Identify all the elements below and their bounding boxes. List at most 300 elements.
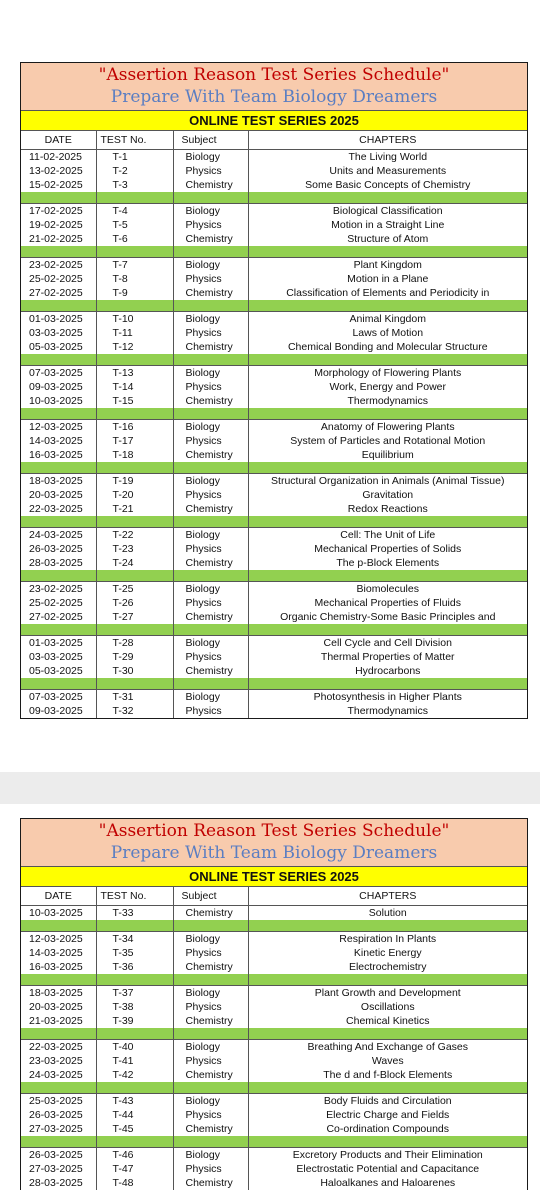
- chapter-cell: Biomolecules: [248, 582, 527, 597]
- test-no-cell: T-40: [96, 1040, 173, 1055]
- subject-cell: Biology: [173, 420, 248, 435]
- chapter-cell: Cell: The Unit of Life: [248, 528, 527, 543]
- date-cell: 12-03-2025: [29, 420, 83, 433]
- date-cell: 19-02-2025: [29, 218, 83, 231]
- test-no-cell: T-8: [96, 272, 173, 286]
- separator-cell: [21, 192, 96, 204]
- test-no-cell: T-22: [96, 528, 173, 543]
- schedule-sheet-1: [20, 62, 528, 719]
- subject-cell: Chemistry: [173, 448, 248, 462]
- separator-cell: [173, 408, 248, 420]
- test-no-cell: T-41: [96, 1054, 173, 1068]
- subject-cell: Biology: [173, 150, 248, 165]
- subject-cell: Biology: [173, 1040, 248, 1055]
- table-row: [21, 582, 527, 597]
- table-row: [21, 528, 527, 543]
- date-cell: 26-03-2025: [29, 1108, 83, 1121]
- chapter-cell: Some Basic Concepts of Chemistry: [248, 178, 527, 192]
- subject-cell: Biology: [173, 1094, 248, 1109]
- test-no-cell: T-3: [96, 178, 173, 192]
- separator-cell: [248, 1028, 527, 1040]
- group-separator: [21, 678, 527, 690]
- separator-cell: [248, 246, 527, 258]
- subject-cell: Biology: [173, 366, 248, 381]
- date-cell: 11-02-2025: [29, 150, 82, 163]
- schedule-table: [21, 887, 527, 1190]
- test-no-cell: T-5: [96, 218, 173, 232]
- test-no-cell: T-26: [96, 596, 173, 610]
- date-cell: 25-02-2025: [29, 272, 83, 285]
- chapter-cell: Solution: [248, 906, 527, 921]
- subject-cell: Biology: [173, 1148, 248, 1163]
- series-banner: ONLINE TEST SERIES 2025: [21, 111, 527, 131]
- test-no-cell: T-36: [96, 960, 173, 974]
- separator-cell: [173, 354, 248, 366]
- chapter-cell: Electric Charge and Fields: [248, 1108, 527, 1122]
- subject-cell: Chemistry: [173, 178, 248, 192]
- date-cell: 27-03-2025: [29, 1122, 83, 1135]
- table-row: [21, 1000, 527, 1014]
- chapter-cell: Chemical Kinetics: [248, 1014, 527, 1028]
- chapter-cell: Respiration In Plants: [248, 932, 527, 947]
- chapter-cell: Mechanical Properties of Fluids: [248, 596, 527, 610]
- subject-cell: Chemistry: [173, 502, 248, 516]
- subject-cell: Physics: [173, 1162, 248, 1176]
- subject-cell: Chemistry: [173, 286, 248, 300]
- date-cell: 18-03-2025: [29, 474, 83, 487]
- table-row: [21, 1108, 527, 1122]
- date-cell: 27-03-2025: [29, 1162, 83, 1175]
- chapter-cell: Anatomy of Flowering Plants: [248, 420, 527, 435]
- chapter-cell: Units and Measurements: [248, 164, 527, 178]
- table-row: [21, 960, 527, 974]
- test-no-cell: T-13: [96, 366, 173, 381]
- table-row: [21, 1148, 527, 1163]
- date-cell: 12-03-2025: [29, 932, 83, 945]
- test-no-cell: T-6: [96, 232, 173, 246]
- separator-cell: [173, 1136, 248, 1148]
- subject-cell: Biology: [173, 204, 248, 219]
- separator-cell: [96, 408, 173, 420]
- table-row: [21, 366, 527, 381]
- table-row: [21, 312, 527, 327]
- test-no-cell: T-12: [96, 340, 173, 354]
- chapter-cell: Electrochemistry: [248, 960, 527, 974]
- table-header-row: [21, 131, 527, 150]
- separator-cell: [96, 462, 173, 474]
- table-row: [21, 448, 527, 462]
- group-separator: [21, 570, 527, 582]
- header-test-no: TEST No.: [96, 887, 173, 906]
- test-no-cell: T-2: [96, 164, 173, 178]
- subject-cell: Chemistry: [173, 1014, 248, 1028]
- test-no-cell: T-32: [96, 704, 173, 718]
- separator-cell: [96, 516, 173, 528]
- separator-cell: [248, 920, 527, 932]
- subject-cell: Chemistry: [173, 906, 248, 921]
- table-row: [21, 596, 527, 610]
- date-cell: 01-03-2025: [29, 312, 83, 325]
- chapter-cell: Biological Classification: [248, 204, 527, 219]
- header-subject: Subject: [173, 131, 248, 150]
- chapter-cell: Structure of Atom: [248, 232, 527, 246]
- schedule-subtitle: Prepare With Team Biology Dreamers: [110, 87, 438, 107]
- test-no-cell: T-16: [96, 420, 173, 435]
- table-row: [21, 340, 527, 354]
- subject-cell: Physics: [173, 946, 248, 960]
- chapter-cell: Redox Reactions: [248, 502, 527, 516]
- table-row: [21, 986, 527, 1001]
- table-row: [21, 932, 527, 947]
- separator-cell: [173, 246, 248, 258]
- separator-cell: [248, 354, 527, 366]
- chapter-cell: Chemical Bonding and Molecular Structure: [248, 340, 527, 354]
- date-cell: 14-03-2025: [29, 434, 83, 447]
- test-no-cell: T-46: [96, 1148, 173, 1163]
- subject-cell: Chemistry: [173, 1122, 248, 1136]
- separator-cell: [248, 678, 527, 690]
- test-no-cell: T-10: [96, 312, 173, 327]
- chapter-cell: Organic Chemistry-Some Basic Principles and: [248, 610, 527, 624]
- separator-cell: [248, 1082, 527, 1094]
- chapter-cell: Oscillations: [248, 1000, 527, 1014]
- separator-cell: [96, 1028, 173, 1040]
- table-row: [21, 1122, 527, 1136]
- schedule-subtitle: Prepare With Team Biology Dreamers: [110, 843, 438, 863]
- header-date: DATE: [21, 131, 96, 150]
- table-row: [21, 1162, 527, 1176]
- header-test-no: TEST No.: [96, 131, 173, 150]
- chapter-cell: Cell Cycle and Cell Division: [248, 636, 527, 651]
- separator-cell: [21, 300, 96, 312]
- table-row: [21, 258, 527, 273]
- group-separator: [21, 246, 527, 258]
- separator-cell: [173, 974, 248, 986]
- subject-cell: Physics: [173, 1000, 248, 1014]
- chapter-cell: The Living World: [248, 150, 527, 165]
- table-row: [21, 610, 527, 624]
- group-separator: [21, 300, 527, 312]
- test-no-cell: T-44: [96, 1108, 173, 1122]
- group-separator: [21, 1136, 527, 1148]
- table-row: [21, 1040, 527, 1055]
- date-cell: 25-02-2025: [29, 596, 83, 609]
- date-cell: 17-02-2025: [29, 204, 83, 217]
- subject-cell: Biology: [173, 986, 248, 1001]
- group-separator: [21, 974, 527, 986]
- group-separator: [21, 354, 527, 366]
- table-row: [21, 488, 527, 502]
- table-row: [21, 420, 527, 435]
- table-row: [21, 380, 527, 394]
- chapter-cell: Animal Kingdom: [248, 312, 527, 327]
- chapter-cell: Structural Organization in Animals (Animal Tissue): [248, 474, 527, 489]
- chapter-cell: Work, Energy and Power: [248, 380, 527, 394]
- date-cell: 10-03-2025: [29, 906, 83, 919]
- table-row: [21, 178, 527, 192]
- group-separator: [21, 192, 527, 204]
- table-row: [21, 1094, 527, 1109]
- subject-cell: Biology: [173, 474, 248, 489]
- separator-cell: [21, 516, 96, 528]
- top-margin: [0, 0, 540, 32]
- separator-cell: [173, 1028, 248, 1040]
- date-cell: 09-03-2025: [29, 704, 83, 717]
- separator-cell: [173, 570, 248, 582]
- schedule-sheet-2: [20, 818, 528, 1190]
- test-no-cell: T-37: [96, 986, 173, 1001]
- test-no-cell: T-43: [96, 1094, 173, 1109]
- test-no-cell: T-29: [96, 650, 173, 664]
- date-cell: 20-03-2025: [29, 1000, 83, 1013]
- test-no-cell: T-47: [96, 1162, 173, 1176]
- date-cell: 18-03-2025: [29, 986, 83, 999]
- table-row: [21, 218, 527, 232]
- header-chapters: CHAPTERS: [248, 131, 527, 150]
- date-cell: 24-03-2025: [29, 1068, 83, 1081]
- date-cell: 15-02-2025: [29, 178, 83, 191]
- table-row: [21, 946, 527, 960]
- separator-cell: [96, 246, 173, 258]
- separator-cell: [21, 1136, 96, 1148]
- separator-cell: [173, 624, 248, 636]
- group-separator: [21, 1028, 527, 1040]
- separator-cell: [21, 408, 96, 420]
- date-cell: 25-03-2025: [29, 1094, 83, 1107]
- table-row: [21, 150, 527, 165]
- group-separator: [21, 462, 527, 474]
- chapter-cell: Gravitation: [248, 488, 527, 502]
- separator-cell: [21, 974, 96, 986]
- subject-cell: Physics: [173, 542, 248, 556]
- separator-cell: [248, 570, 527, 582]
- table-row: [21, 394, 527, 408]
- subject-cell: Physics: [173, 704, 248, 718]
- separator-cell: [96, 192, 173, 204]
- test-no-cell: T-39: [96, 1014, 173, 1028]
- subject-cell: Physics: [173, 650, 248, 664]
- subject-cell: Biology: [173, 690, 248, 705]
- date-cell: 22-03-2025: [29, 1040, 83, 1053]
- subject-cell: Physics: [173, 488, 248, 502]
- date-cell: 21-03-2025: [29, 1014, 83, 1027]
- table-row: [21, 474, 527, 489]
- group-separator: [21, 516, 527, 528]
- subject-cell: Chemistry: [173, 1176, 248, 1190]
- subject-cell: Biology: [173, 932, 248, 947]
- table-row: [21, 664, 527, 678]
- chapter-cell: Morphology of Flowering Plants: [248, 366, 527, 381]
- date-cell: 23-02-2025: [29, 582, 83, 595]
- chapter-cell: Motion in a Plane: [248, 272, 527, 286]
- schedule-table: [21, 131, 527, 718]
- table-row: [21, 650, 527, 664]
- test-no-cell: T-38: [96, 1000, 173, 1014]
- test-no-cell: T-28: [96, 636, 173, 651]
- test-no-cell: T-15: [96, 394, 173, 408]
- chapter-cell: Body Fluids and Circulation: [248, 1094, 527, 1109]
- table-row: [21, 636, 527, 651]
- separator-cell: [96, 974, 173, 986]
- separator-cell: [173, 1082, 248, 1094]
- table-row: [21, 286, 527, 300]
- test-no-cell: T-23: [96, 542, 173, 556]
- test-no-cell: T-30: [96, 664, 173, 678]
- test-no-cell: T-27: [96, 610, 173, 624]
- group-separator: [21, 408, 527, 420]
- date-cell: 09-03-2025: [29, 380, 83, 393]
- test-no-cell: T-31: [96, 690, 173, 705]
- separator-cell: [248, 1136, 527, 1148]
- separator-cell: [96, 1082, 173, 1094]
- subject-cell: Physics: [173, 272, 248, 286]
- title-box: [21, 63, 527, 111]
- chapter-cell: Motion in a Straight Line: [248, 218, 527, 232]
- separator-cell: [21, 624, 96, 636]
- table-row: [21, 272, 527, 286]
- separator-cell: [21, 246, 96, 258]
- chapter-cell: Hydrocarbons: [248, 664, 527, 678]
- separator-cell: [248, 516, 527, 528]
- date-cell: 07-03-2025: [29, 366, 83, 379]
- date-cell: 23-02-2025: [29, 258, 83, 271]
- separator-cell: [21, 570, 96, 582]
- table-row: [21, 1054, 527, 1068]
- separator-cell: [173, 300, 248, 312]
- test-no-cell: T-35: [96, 946, 173, 960]
- chapter-cell: System of Particles and Rotational Motion: [248, 434, 527, 448]
- table-row: [21, 326, 527, 340]
- test-no-cell: T-42: [96, 1068, 173, 1082]
- chapter-cell: Waves: [248, 1054, 527, 1068]
- table-row: [21, 164, 527, 178]
- table-row: [21, 434, 527, 448]
- subject-cell: Biology: [173, 312, 248, 327]
- separator-cell: [248, 408, 527, 420]
- separator-cell: [96, 624, 173, 636]
- schedule-title: "Assertion Reason Test Series Schedule": [98, 821, 450, 841]
- separator-cell: [173, 920, 248, 932]
- test-no-cell: T-45: [96, 1122, 173, 1136]
- table-row: [21, 204, 527, 219]
- table-row: [21, 1014, 527, 1028]
- separator-cell: [173, 462, 248, 474]
- test-no-cell: T-14: [96, 380, 173, 394]
- table-header-row: [21, 887, 527, 906]
- subject-cell: Physics: [173, 596, 248, 610]
- separator-cell: [21, 462, 96, 474]
- subject-cell: Physics: [173, 1108, 248, 1122]
- date-cell: 22-03-2025: [29, 502, 83, 515]
- subject-cell: Chemistry: [173, 960, 248, 974]
- date-cell: 03-03-2025: [29, 650, 83, 663]
- date-cell: 16-03-2025: [29, 960, 83, 973]
- table-row: [21, 1068, 527, 1082]
- subject-cell: Chemistry: [173, 232, 248, 246]
- date-cell: 01-03-2025: [29, 636, 83, 649]
- test-no-cell: T-17: [96, 434, 173, 448]
- subject-cell: Chemistry: [173, 1068, 248, 1082]
- separator-cell: [21, 920, 96, 932]
- subject-cell: Chemistry: [173, 340, 248, 354]
- test-no-cell: T-25: [96, 582, 173, 597]
- chapter-cell: Kinetic Energy: [248, 946, 527, 960]
- subject-cell: Physics: [173, 218, 248, 232]
- date-cell: 27-02-2025: [29, 610, 83, 623]
- date-cell: 26-03-2025: [29, 542, 83, 555]
- subject-cell: Biology: [173, 528, 248, 543]
- test-no-cell: T-19: [96, 474, 173, 489]
- separator-cell: [21, 354, 96, 366]
- separator-cell: [96, 920, 173, 932]
- separator-cell: [248, 624, 527, 636]
- series-banner: ONLINE TEST SERIES 2025: [21, 867, 527, 887]
- separator-cell: [21, 678, 96, 690]
- group-separator: [21, 624, 527, 636]
- date-cell: 10-03-2025: [29, 394, 83, 407]
- test-no-cell: T-24: [96, 556, 173, 570]
- separator-cell: [248, 974, 527, 986]
- date-cell: 14-03-2025: [29, 946, 83, 959]
- separator-cell: [248, 192, 527, 204]
- date-cell: 13-02-2025: [29, 164, 83, 177]
- title-box: [21, 819, 527, 867]
- date-cell: 05-03-2025: [29, 664, 83, 677]
- date-cell: 20-03-2025: [29, 488, 83, 501]
- separator-cell: [21, 1082, 96, 1094]
- subject-cell: Physics: [173, 434, 248, 448]
- separator-cell: [248, 462, 527, 474]
- table-row: [21, 690, 527, 705]
- chapter-cell: Equilibrium: [248, 448, 527, 462]
- subject-cell: Physics: [173, 380, 248, 394]
- chapter-cell: Excretory Products and Their Elimination: [248, 1148, 527, 1163]
- chapter-cell: Thermodynamics: [248, 704, 527, 718]
- chapter-cell: Classification of Elements and Periodicity in: [248, 286, 527, 300]
- chapter-cell: The p-Block Elements: [248, 556, 527, 570]
- date-cell: 27-02-2025: [29, 286, 83, 299]
- header-date: DATE: [21, 887, 96, 906]
- date-cell: 21-02-2025: [29, 232, 83, 245]
- separator-cell: [96, 300, 173, 312]
- separator-cell: [96, 354, 173, 366]
- test-no-cell: T-34: [96, 932, 173, 947]
- test-no-cell: T-33: [96, 906, 173, 921]
- test-no-cell: T-7: [96, 258, 173, 273]
- test-no-cell: T-9: [96, 286, 173, 300]
- subject-cell: Physics: [173, 1054, 248, 1068]
- test-no-cell: T-4: [96, 204, 173, 219]
- date-cell: 26-03-2025: [29, 1148, 83, 1161]
- table-row: [21, 542, 527, 556]
- separator-cell: [96, 678, 173, 690]
- separator-cell: [173, 678, 248, 690]
- chapter-cell: Thermodynamics: [248, 394, 527, 408]
- subject-cell: Biology: [173, 582, 248, 597]
- subject-cell: Chemistry: [173, 394, 248, 408]
- chapter-cell: Mechanical Properties of Solids: [248, 542, 527, 556]
- table-row: [21, 502, 527, 516]
- separator-cell: [248, 300, 527, 312]
- separator-cell: [96, 1136, 173, 1148]
- group-separator: [21, 920, 527, 932]
- chapter-cell: Co-ordination Compounds: [248, 1122, 527, 1136]
- group-separator: [21, 1082, 527, 1094]
- table-row: [21, 906, 527, 921]
- subject-cell: Biology: [173, 636, 248, 651]
- date-cell: 28-03-2025: [29, 1176, 83, 1189]
- test-no-cell: T-20: [96, 488, 173, 502]
